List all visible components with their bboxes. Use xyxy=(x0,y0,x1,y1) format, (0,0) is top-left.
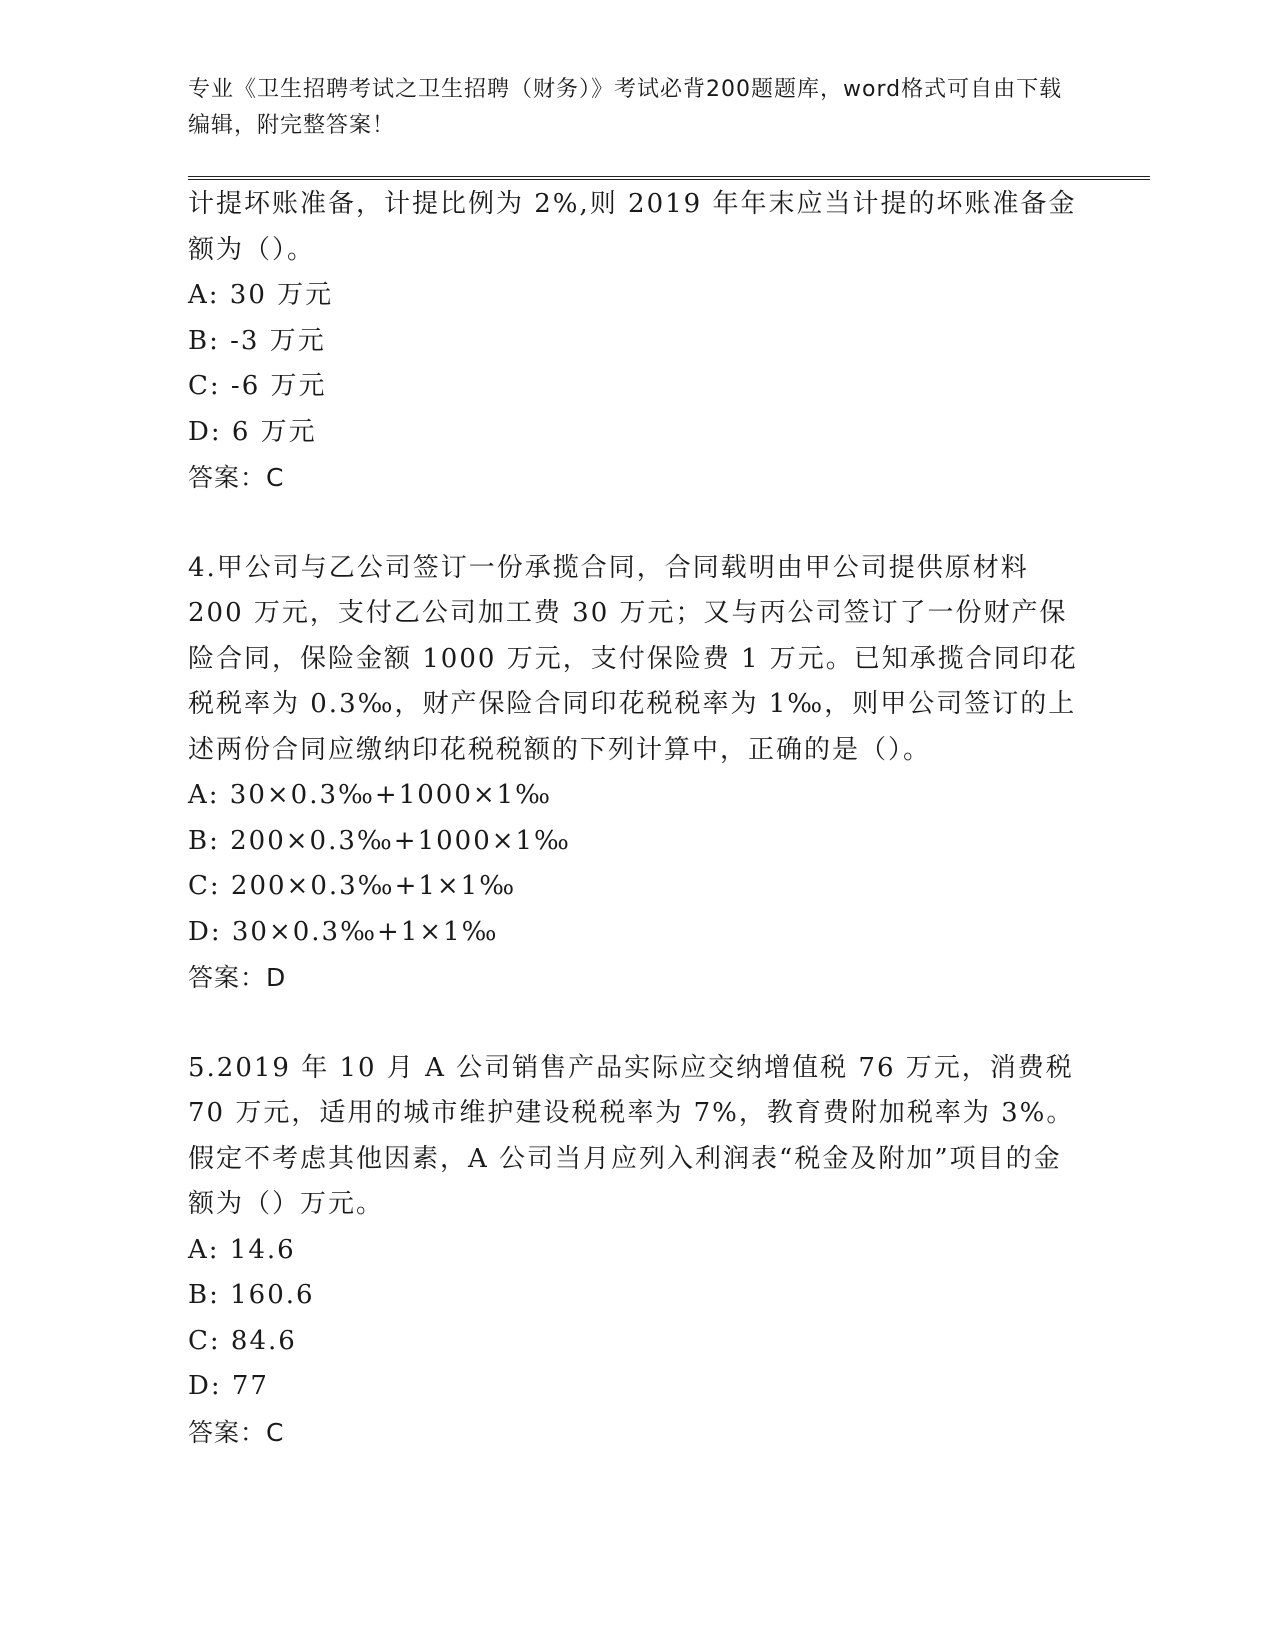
question-4 xyxy=(188,546,1088,1001)
option-b: B: 160.6 xyxy=(188,1280,315,1310)
option-c: C: 84.6 xyxy=(188,1325,297,1356)
option-b: B: 200×0.3‰+1000×1‰ xyxy=(188,825,571,856)
answer: 答案：C xyxy=(188,1417,285,1447)
option-d: D: 77 xyxy=(188,1371,269,1401)
question-stem: 5.2019 年 10 月 A 公司销售产品实际应交纳增值税 76 万元，消费税 70 万元，适用的城市维护建设税税率为 7%，教育费附加税率为 3%。假定不考虑其他因素，A 公司当月应列入利润表“税金及附加”项目的金额为（）万元。 xyxy=(188,1052,1075,1219)
option-a: A: 30×0.3‰+1000×1‰ xyxy=(188,780,553,810)
option-c: C: 200×0.3‰+1×1‰ xyxy=(188,871,517,901)
option-a: A: 30 万元 xyxy=(188,280,334,310)
document-header: 专业《卫生招聘考试之卫生招聘（财务）》考试必背200题题库，word格式可自由下载编辑，附完整答案！ xyxy=(188,77,1063,138)
option-a: A: 14.6 xyxy=(188,1234,296,1265)
option-d: D: 6 万元 xyxy=(188,416,317,447)
header-divider xyxy=(188,176,1150,180)
question-3 xyxy=(188,182,1088,501)
answer: 答案：D xyxy=(188,963,287,992)
answer: 答案：C xyxy=(188,463,285,492)
question-stem: 计提坏账准备，计提比例为 2%,则 2019 年年末应当计提的坏账准备金额为（）。 xyxy=(188,189,1077,265)
option-b: B: -3 万元 xyxy=(188,325,326,356)
question-5 xyxy=(188,1046,1088,1456)
spacer xyxy=(188,501,1088,546)
option-c: C: -6 万元 xyxy=(188,371,327,401)
question-list xyxy=(188,182,1088,1455)
spacer xyxy=(188,1001,1088,1046)
option-d: D: 30×0.3‰+1×1‰ xyxy=(188,916,499,947)
document-page xyxy=(188,72,1148,1455)
question-stem: 4.甲公司与乙公司签订一份承揽合同，合同载明由甲公司提供原材料 200 万元，支付乙公司加工费 30 万元；又与丙公司签订了一份财产保险合同，保险金额 1000 万元，支付保险费 1 万元。已知承揽合同印花税税率为 0.3‰，财产保险合同印花税税率为 1‰，则甲公司签订的上述两份合同应缴纳印花税税额的下列计算中，正确的是（）。 xyxy=(188,552,1078,765)
